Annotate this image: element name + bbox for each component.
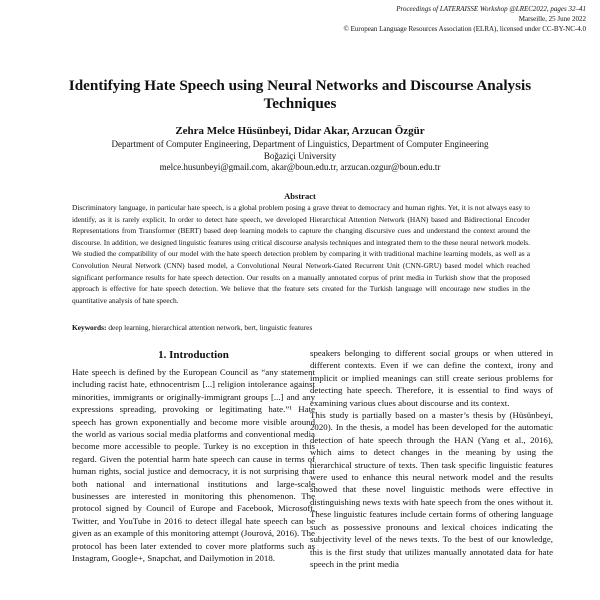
right-column	[310, 347, 553, 570]
abstract-text: Discriminatory language, in particular hate speech, is a global problem posing a grave threat to democracy and human rights. Yet, it is not always easy to identify, as it is rarely explicit. In order to detect hate speech, we developed Hierarchical Attention Network (HAN) based and Bidirectional Encoder Representations from Transformer (BERT) based deep learning models to capture the changing discursive cues and understand the context around the discourse. In addition, we designed linguistic features using critical discourse analysis techniques and integrated them to the these neural network models. We studied the compatibility of our model with the hate speech detection problem by comparing it with traditional machine learning models, as well as a Convolution Neural Network (CNN) based model, a Convolutional Neural Network-Gated Recurrent Unit (CNN-GRU) based model which reached significant performance results for hate speech detection. Our results on a manually annotated corpus of print media in Turkish show that the proposed approach is effective for hate speech detection. We believe that the feature sets created for the Turkish language will encourage new studies in the quantitative analysis of hate speech.	[72, 203, 530, 305]
author-list: Zehra Melce Hüsünbeyi, Didar Akar, Arzucan Özgür	[175, 125, 425, 137]
affiliations	[0, 139, 600, 174]
section-heading-introduction: 1. Introduction	[158, 349, 229, 361]
proceedings-header	[166, 4, 586, 34]
paper-title: Identifying Hate Speech using Neural Networks and Discourse Analysis Techniques	[68, 77, 532, 112]
keywords-label: Keywords:	[72, 323, 107, 332]
keywords-text: deep learning, hierarchical attention network, bert, linguistic features	[106, 323, 313, 332]
keywords-line	[72, 322, 542, 333]
intro-paragraph-2: speakers belonging to different social groups or when uttered in different contexts. Even if we can define the context, irony and implicit or implied meanings can still create serious problems for detecting hate speech. Therefore, it is essential to find ways of examining various clues about discourse and its context.	[310, 348, 553, 408]
header-line-3: © European Language Resources Association (ELRA), licensed under CC-BY-NC-4.0	[343, 25, 586, 33]
left-column	[72, 366, 315, 565]
intro-paragraph-1: Hate speech is defined by the European Council as “any statement including racist hate, ethnocentrism [...] religion intolerance against minorities, immigrants or originally-immigrant groups [...] and any expressions spreading, provoking or legitimating hate.”¹ Hate speech has grown exponentially and become more visible around the world as various social media platforms and conventional media become more accessible to people. Turkey is no exception in this regard. Given the potential harm hate speech can cause in terms of human rights, social justice and democracy, it is not surprising that both national and international institutions and large-scale businesses are interested in monitoring this phenomenon. The protocol signed by Council of Europe and Facebook, Microsoft, Twitter, and YouTube in 2016 to detect illegal hate speech can be given as an example of this monitoring attempt (Jourová, 2016). The protocol has been later extended to cover more platforms such as Instagram, Google+, Snapchat, and Dailymotion in 2018.	[72, 367, 315, 564]
affiliation-university: Boğaziçi University	[263, 150, 337, 161]
header-line-1: Proceedings of LATERAISSE Workshop @LREC2022, pages 32–41	[396, 5, 586, 13]
abstract-heading: Abstract	[284, 191, 316, 201]
affiliation-departments: Department of Computer Engineering, Department of Linguistics, Department of Computer Engineering	[111, 139, 489, 149]
author-emails: melce.husunbeyi@gmail.com, akar@boun.edu.tr, arzucan.ozgur@boun.edu.tr	[159, 162, 441, 172]
header-line-2: Marseille, 25 June 2022	[518, 15, 586, 23]
intro-paragraph-3: This study is partially based on a master’s thesis by (Hüsünbeyi, 2020). In the thesis, a model has been developed for the automatic detection of hate speech through the HAN (Yang et al., 2016), which aims to detect changes in the meaning by using the hierarchical structure of texts. Then task specific linguistic features were used to enhance this neural network model and the results showed that these novel linguistic methods were effective in distinguishing news texts with hate speech from the ones without it. These linguistic features include certain forms of othering language such as possessive pronouns and lexical choices indicating the subjectivity level of the news texts. To the best of our knowledge, this is the first study that utilizes manually annotated data for hate speech in the print media	[310, 410, 553, 569]
